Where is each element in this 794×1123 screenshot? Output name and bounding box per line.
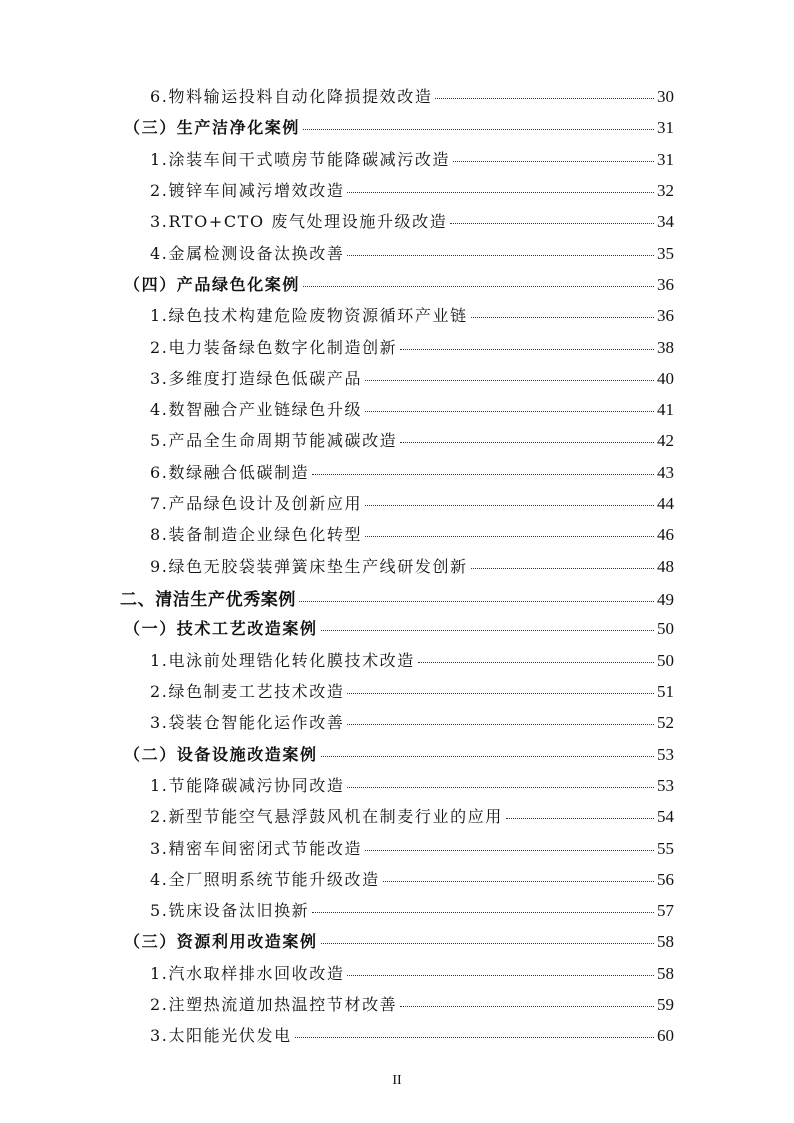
- toc-entry[interactable]: [0, 643, 794, 674]
- toc-entry[interactable]: [0, 862, 794, 893]
- toc-entry[interactable]: [0, 768, 794, 799]
- toc-entry-page: 38: [657, 337, 674, 357]
- toc-entry-page: 40: [657, 368, 674, 388]
- toc-entry-page: 43: [657, 462, 674, 482]
- toc-entry-title: 3.RTO+CTO 废气处理设施升级改造: [150, 212, 448, 232]
- toc-entry-page: 58: [657, 963, 674, 983]
- dot-leader: [450, 223, 654, 224]
- toc-entry-title: 7.产品绿色设计及创新应用: [150, 494, 363, 514]
- toc-entry[interactable]: [0, 267, 794, 298]
- dot-leader: [303, 129, 654, 130]
- dot-leader: [347, 693, 654, 694]
- toc-entry-page: 50: [657, 619, 674, 639]
- dot-leader: [321, 756, 654, 757]
- toc-entry[interactable]: [0, 423, 794, 454]
- toc-entry-title: （一）技术工艺改造案例: [124, 619, 318, 639]
- toc-entry[interactable]: [0, 674, 794, 705]
- toc-entry-page: 53: [657, 775, 674, 795]
- toc-entry[interactable]: [0, 455, 794, 486]
- toc-entry-title: （四）产品绿色化案例: [124, 274, 301, 294]
- dot-leader: [312, 912, 654, 913]
- toc-entry-page: 55: [657, 838, 674, 858]
- toc-entry-page: 34: [657, 212, 674, 232]
- toc-entry[interactable]: [0, 580, 794, 611]
- toc-entry[interactable]: [0, 549, 794, 580]
- toc-entry[interactable]: [0, 110, 794, 141]
- toc-entry[interactable]: [0, 737, 794, 768]
- dot-leader: [347, 724, 654, 725]
- dot-leader: [347, 192, 654, 193]
- toc-entry-title: 6.物料输运投料自动化降损提效改造: [150, 87, 433, 106]
- toc-entry-page: 48: [657, 556, 674, 576]
- toc-entry[interactable]: [0, 956, 794, 987]
- toc-entry-page: 31: [657, 149, 674, 169]
- toc-entry-page: 30: [657, 87, 674, 106]
- toc-entry-page: 42: [657, 431, 674, 451]
- dot-leader: [365, 536, 654, 537]
- dot-leader: [347, 255, 654, 256]
- toc-entry-title: 3.太阳能光伏发电: [150, 1026, 292, 1046]
- toc-entry-title: 1.涂装车间干式喷房节能降碳减污改造: [150, 149, 451, 169]
- toc-entry-page: 58: [657, 932, 674, 952]
- toc-entry-title: 1.节能降碳减污协同改造: [150, 775, 345, 795]
- dot-leader: [435, 98, 654, 99]
- dot-leader: [321, 943, 654, 944]
- toc-entry-title: （三）生产洁净化案例: [124, 118, 301, 138]
- toc-entry[interactable]: [0, 204, 794, 235]
- toc-entry-title: 3.多维度打造绿色低碳产品: [150, 368, 363, 388]
- dot-leader: [347, 787, 654, 788]
- toc-entry[interactable]: [0, 298, 794, 329]
- toc-entry-page: 52: [657, 713, 674, 733]
- toc-entry[interactable]: [0, 330, 794, 361]
- toc-entry[interactable]: [0, 517, 794, 548]
- toc-entry-title: 1.绿色技术构建危险废物资源循环产业链: [150, 306, 468, 326]
- toc-entry-page: 56: [657, 869, 674, 889]
- toc-entry-page: 49: [657, 590, 674, 609]
- toc-entry-title: 2.镀锌车间减污增效改造: [150, 180, 345, 200]
- toc-entry-title: 二、清洁生产优秀案例: [120, 590, 296, 610]
- dot-leader: [400, 349, 654, 350]
- dot-leader: [506, 818, 654, 819]
- toc-entry-title: 2.电力装备绿色数字化制造创新: [150, 337, 398, 357]
- dot-leader: [383, 881, 654, 882]
- dot-leader: [400, 1006, 654, 1007]
- toc-entry-title: 8.装备制造企业绿色化转型: [150, 525, 363, 545]
- toc-entry-title: 5.铣床设备汰旧换新: [150, 901, 310, 921]
- toc-entry[interactable]: [0, 831, 794, 862]
- page-number: II: [392, 1073, 402, 1088]
- toc-entry-page: 44: [657, 494, 674, 514]
- toc-entry-page: 51: [657, 681, 674, 701]
- toc-entry-title: 4.金属检测设备汰换改善: [150, 243, 345, 263]
- dot-leader: [365, 505, 654, 506]
- table-of-contents: [0, 79, 794, 1050]
- toc-entry[interactable]: [0, 893, 794, 924]
- dot-leader: [299, 601, 654, 602]
- toc-entry-title: （三）资源利用改造案例: [124, 932, 318, 952]
- toc-entry[interactable]: [0, 705, 794, 736]
- toc-entry-page: 59: [657, 995, 674, 1015]
- toc-entry[interactable]: [0, 392, 794, 423]
- dot-leader: [365, 380, 654, 381]
- dot-leader: [471, 568, 654, 569]
- toc-entry[interactable]: [0, 799, 794, 830]
- toc-entry[interactable]: [0, 142, 794, 173]
- toc-entry[interactable]: [0, 173, 794, 204]
- toc-entry-title: （二）设备设施改造案例: [124, 744, 318, 764]
- dot-leader: [347, 975, 654, 976]
- dot-leader: [303, 286, 654, 287]
- toc-entry-page: 46: [657, 525, 674, 545]
- toc-entry[interactable]: [0, 924, 794, 955]
- dot-leader: [295, 1037, 654, 1038]
- dot-leader: [365, 850, 654, 851]
- toc-entry[interactable]: [0, 486, 794, 517]
- toc-entry-page: 36: [657, 274, 674, 294]
- dot-leader: [418, 662, 654, 663]
- toc-entry[interactable]: [0, 1018, 794, 1049]
- toc-entry-title: 9.绿色无胶袋装弹簧床垫生产线研发创新: [150, 556, 468, 576]
- toc-entry-page: 60: [657, 1026, 674, 1046]
- toc-entry-title: 2.新型节能空气悬浮鼓风机在制麦行业的应用: [150, 807, 503, 827]
- toc-entry-page: 53: [657, 744, 674, 764]
- toc-entry-title: 3.袋装仓智能化运作改善: [150, 713, 345, 733]
- dot-leader: [471, 317, 654, 318]
- toc-entry-page: 35: [657, 243, 674, 263]
- toc-entry-title: 6.数绿融合低碳制造: [150, 462, 310, 482]
- dot-leader: [400, 442, 654, 443]
- toc-entry-title: 3.精密车间密闭式节能改造: [150, 838, 363, 858]
- toc-entry[interactable]: [0, 611, 794, 642]
- toc-entry-page: 41: [657, 400, 674, 420]
- toc-entry-title: 4.数智融合产业链绿色升级: [150, 400, 363, 420]
- dot-leader: [453, 161, 654, 162]
- toc-entry-title: 1.汽水取样排水回收改造: [150, 963, 345, 983]
- toc-entry-page: 32: [657, 180, 674, 200]
- toc-entry[interactable]: [0, 79, 794, 110]
- toc-entry[interactable]: [0, 236, 794, 267]
- toc-entry-title: 4.全厂照明系统节能升级改造: [150, 869, 380, 889]
- toc-entry-page: 50: [657, 650, 674, 670]
- toc-entry-title: 1.电泳前处理锆化转化膜技术改造: [150, 650, 415, 670]
- toc-entry-page: 31: [657, 118, 674, 138]
- toc-entry-title: 2.注塑热流道加热温控节材改善: [150, 995, 398, 1015]
- toc-entry-page: 36: [657, 306, 674, 326]
- toc-entry[interactable]: [0, 987, 794, 1018]
- dot-leader: [321, 630, 654, 631]
- dot-leader: [312, 474, 654, 475]
- toc-entry-page: 54: [657, 807, 674, 827]
- toc-entry[interactable]: [0, 361, 794, 392]
- toc-entry-title: 2.绿色制麦工艺技术改造: [150, 681, 345, 701]
- toc-entry-title: 5.产品全生命周期节能减碳改造: [150, 431, 398, 451]
- toc-entry-page: 57: [657, 901, 674, 921]
- dot-leader: [365, 411, 654, 412]
